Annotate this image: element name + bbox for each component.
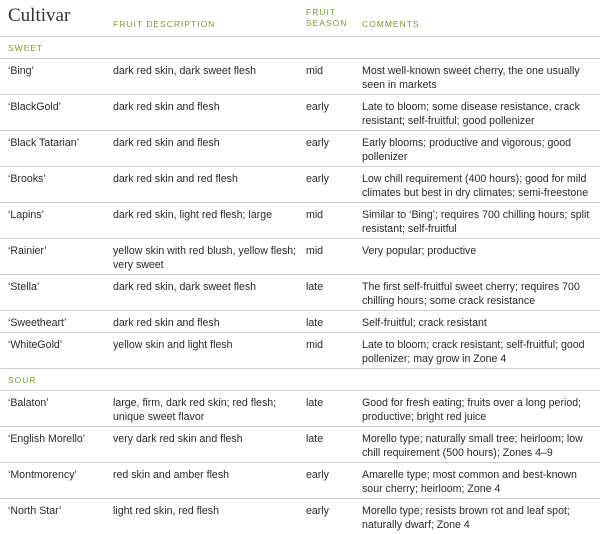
fruit-description: large, firm, dark red skin; red flesh; unique sweet flavor [113, 397, 277, 423]
comments: Very popular; productive [362, 245, 477, 257]
cultivar-name: ‘Lapins’ [8, 209, 44, 221]
fruit-season: mid [306, 209, 324, 221]
header-fruit-season: FRUIT SEASON [306, 7, 348, 28]
fruit-description: dark red skin and flesh [113, 137, 220, 149]
fruit-description: dark red skin, dark sweet flesh [113, 281, 257, 293]
comments: Self-fruitful; crack resistant [362, 317, 487, 329]
comments: Morello type; resists brown rot and leaf spot; naturally dwarf; Zone 4 [362, 505, 570, 531]
table-header [0, 0, 600, 37]
fruit-season: late [306, 281, 324, 293]
table-row [0, 131, 600, 167]
cultivar-name: ‘Montmorency’ [8, 469, 77, 481]
fruit-description: yellow skin and light flesh [113, 339, 233, 351]
fruit-season: early [306, 137, 329, 149]
comments: Similar to ‘Bing’; requires 700 chilling hours; split resistant; self-fruitful [362, 209, 590, 235]
fruit-season: mid [306, 65, 324, 77]
cultivar-name: ‘Stella’ [8, 281, 40, 293]
comments: Most well-known sweet cherry, the one usually seen in markets [362, 65, 580, 91]
cultivar-name: ‘English Morello’ [8, 433, 86, 445]
comments: Good for fresh eating; fruits over a long period; productive; bright red juice [362, 397, 582, 423]
comments: Low chill requirement (400 hours); good for mild climates but best in dry climates; semi-freestone [362, 173, 589, 199]
fruit-season: early [306, 101, 329, 113]
fruit-description: dark red skin and flesh [113, 101, 220, 113]
fruit-description: red skin and amber flesh [113, 469, 230, 481]
table-row [0, 275, 600, 311]
cultivar-name: ‘Bing’ [8, 65, 34, 77]
cultivar-name: ‘North Star’ [8, 505, 62, 517]
comments: Late to bloom; some disease resistance, crack resistant; self-fruitful; good pollenizer [362, 101, 580, 127]
table-row [0, 463, 600, 499]
section-label: SOUR [8, 375, 37, 385]
table-row [0, 167, 600, 203]
header-fruit-description: FRUIT DESCRIPTION [113, 19, 216, 29]
cultivar-name: ‘Black Tatarian’ [8, 137, 80, 149]
cultivar-name: ‘WhiteGold’ [8, 339, 63, 351]
table-row [0, 333, 600, 369]
comments: Amarelle type; most common and best-known sour cherry; heirloom; Zone 4 [362, 469, 577, 495]
fruit-season: mid [306, 245, 324, 257]
section-sweet [0, 37, 600, 59]
cultivar-name: ‘Sweetheart’ [8, 317, 67, 329]
table-row [0, 311, 600, 333]
fruit-season: late [306, 397, 324, 409]
table-row [0, 239, 600, 275]
comments: Late to bloom; crack resistant; self-fruitful; good pollenizer; may grow in Zone 4 [362, 339, 585, 365]
fruit-season: early [306, 469, 329, 481]
header-cultivar: Cultivar [8, 5, 71, 26]
section-sour [0, 369, 600, 391]
header-comments: COMMENTS [362, 19, 420, 29]
fruit-description: dark red skin and flesh [113, 317, 220, 329]
section-label: SWEET [8, 43, 44, 53]
table-row [0, 427, 600, 463]
fruit-description: yellow skin with red blush, yellow flesh; very sweet [113, 245, 297, 271]
fruit-season: late [306, 317, 324, 329]
fruit-description: dark red skin, dark sweet flesh [113, 65, 257, 77]
comments: Early blooms; productive and vigorous; good pollenizer [362, 137, 572, 163]
fruit-season: early [306, 173, 329, 185]
table-row [0, 59, 600, 95]
fruit-description: dark red skin and red flesh [113, 173, 238, 185]
fruit-description: light red skin, red flesh [113, 505, 219, 517]
comments: Morello type; naturally small tree; heirloom; low chill requirement (500 hours); Zones 4–9 [362, 433, 583, 459]
cultivar-name: ‘Rainier’ [8, 245, 47, 257]
cultivar-name: ‘Brooks’ [8, 173, 46, 185]
fruit-description: dark red skin, light red flesh; large [113, 209, 272, 221]
table-row [0, 391, 600, 427]
fruit-description: very dark red skin and flesh [113, 433, 243, 445]
table-row [0, 499, 600, 534]
fruit-season: mid [306, 339, 324, 351]
cultivar-name: ‘BlackGold’ [8, 101, 61, 113]
table-row [0, 95, 600, 131]
fruit-season: late [306, 433, 324, 445]
table-row [0, 203, 600, 239]
fruit-season: early [306, 505, 329, 517]
comments: The first self-fruitful sweet cherry; requires 700 chilling hours; some crack resistance [362, 281, 580, 307]
cultivar-name: ‘Balaton’ [8, 397, 49, 409]
